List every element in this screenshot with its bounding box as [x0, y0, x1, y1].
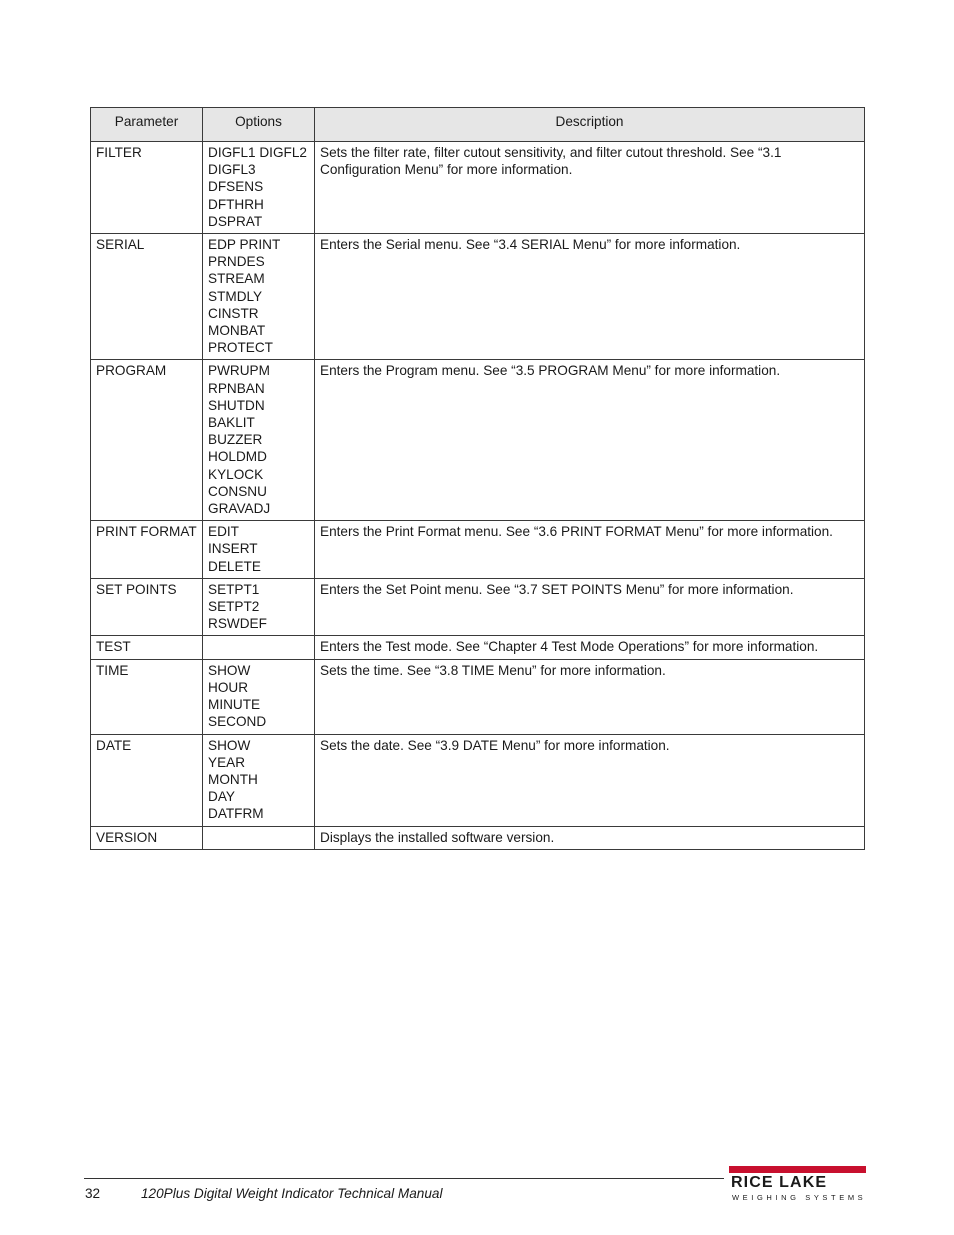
cell-options — [203, 734, 315, 826]
cell-description: Enters the Program menu. See “3.5 PROGRAM Menu” for more information. — [315, 360, 865, 521]
cell-parameter: SERIAL — [91, 234, 203, 360]
option-item: DIGFL3 — [208, 162, 256, 178]
cell-description: Enters the Test mode. See “Chapter 4 Test Mode Operations” for more information. — [315, 636, 865, 659]
cell-parameter: TEST — [91, 636, 203, 659]
option-item: STREAM — [208, 271, 265, 287]
option-item: PROTECT — [208, 340, 273, 356]
option-item: STMDLY — [208, 288, 263, 304]
cell-parameter: FILTER — [91, 142, 203, 234]
table-header-row — [91, 108, 865, 142]
cell-parameter: PRINT FORMAT — [91, 521, 203, 579]
option-item: DFSENS — [208, 179, 264, 195]
parameter-table — [90, 107, 865, 850]
option-item: DATFRM — [208, 806, 264, 822]
cell-options — [203, 636, 315, 659]
option-item: CONSNU — [208, 483, 267, 499]
cell-description: Sets the time. See “3.8 TIME Menu” for more information. — [315, 659, 865, 734]
cell-description: Displays the installed software version. — [315, 826, 865, 849]
table-body — [91, 142, 865, 850]
cell-parameter: SET POINTS — [91, 578, 203, 636]
option-item: DELETE — [208, 558, 261, 574]
option-item: MONBAT — [208, 323, 266, 339]
option-item: SHOW — [208, 662, 251, 678]
option-item: RSWDEF — [208, 616, 267, 632]
option-item: DIGFL1 DIGFL2 — [208, 145, 307, 160]
cell-description: Enters the Serial menu. See “3.4 SERIAL Menu” for more information. — [315, 234, 865, 360]
option-item: SHOW — [208, 737, 251, 753]
option-item: MONTH — [208, 771, 258, 787]
cell-options — [203, 659, 315, 734]
logo-bar — [729, 1166, 866, 1173]
table-row — [91, 360, 865, 521]
cell-parameter: TIME — [91, 659, 203, 734]
option-item: SHUTDN — [208, 397, 265, 413]
option-item: KYLOCK — [208, 466, 264, 482]
option-item: RPNBAN — [208, 380, 265, 396]
page-number: 32 — [85, 1186, 101, 1201]
option-item: SETPT1 — [208, 581, 260, 597]
option-item: CINSTR — [208, 305, 259, 321]
header-description: Description — [315, 108, 865, 142]
option-item: INSERT — [208, 541, 258, 557]
option-item: GRAVADJ — [208, 501, 271, 517]
table-row — [91, 826, 865, 849]
table-row — [91, 734, 865, 826]
rice-lake-logo — [729, 1166, 867, 1202]
option-item: BAKLIT — [208, 415, 255, 431]
option-item: MINUTE — [208, 697, 261, 713]
cell-options — [203, 360, 315, 521]
table-row — [91, 578, 865, 636]
cell-description: Enters the Set Point menu. See “3.7 SET POINTS Menu” for more information. — [315, 578, 865, 636]
table-row — [91, 142, 865, 234]
cell-parameter: VERSION — [91, 826, 203, 849]
cell-options — [203, 578, 315, 636]
manual-title: 120Plus Digital Weight Indicator Technical Manual — [141, 1186, 443, 1201]
cell-description: Enters the Print Format menu. See “3.6 PRINT FORMAT Menu” for more information. — [315, 521, 865, 579]
header-parameter: Parameter — [91, 108, 203, 142]
option-item: YEAR — [208, 754, 246, 770]
option-item: SETPT2 — [208, 599, 260, 615]
table-row — [91, 659, 865, 734]
footer-rule — [84, 1178, 724, 1179]
table-row — [91, 234, 865, 360]
table-row — [91, 636, 865, 659]
cell-parameter: PROGRAM — [91, 360, 203, 521]
cell-description: Sets the date. See “3.9 DATE Menu” for more information. — [315, 734, 865, 826]
cell-description: Sets the filter rate, filter cutout sensitivity, and filter cutout threshold. See “3.1 Configuration Menu” for more information. — [315, 142, 865, 234]
option-item: PRNDES — [208, 254, 265, 270]
option-item: DAY — [208, 789, 235, 805]
cell-options — [203, 521, 315, 579]
table-row — [91, 521, 865, 579]
option-item: DSPRAT — [208, 213, 263, 229]
option-item: SECOND — [208, 714, 267, 730]
cell-options — [203, 142, 315, 234]
cell-parameter: DATE — [91, 734, 203, 826]
option-item: BUZZER — [208, 432, 263, 448]
logo-main-text: RICE LAKE — [731, 1174, 828, 1191]
option-item: HOUR — [208, 679, 249, 695]
logo-sub-text: WEIGHING SYSTEMS — [732, 1193, 867, 1202]
option-item: EDP PRINT — [208, 237, 281, 253]
option-item: DFTHRH — [208, 196, 264, 212]
option-item: EDIT — [208, 524, 239, 540]
option-item: HOLDMD — [208, 449, 267, 465]
header-options: Options — [203, 108, 315, 142]
cell-options — [203, 234, 315, 360]
option-item: PWRUPM — [208, 363, 270, 379]
cell-options — [203, 826, 315, 849]
